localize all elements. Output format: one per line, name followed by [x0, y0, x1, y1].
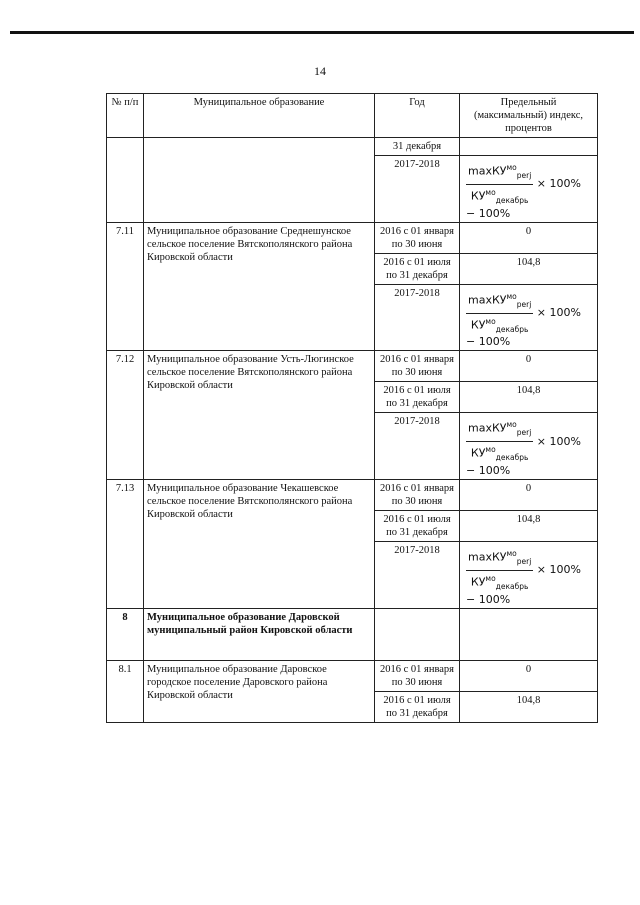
cell-index: [460, 542, 598, 609]
cell-num: 7.11: [107, 222, 144, 351]
formula-numerator: maxКУ$^{мо}_{perj}$: [466, 162, 533, 185]
formula-minus: − 100%: [466, 335, 511, 349]
cell-year: 2016 с 01 января по 30 июня: [375, 222, 460, 253]
section-title: Муниципальное образование Даровской муниципальный район Кировской области: [144, 608, 375, 660]
cell-num: 8.1: [107, 660, 144, 722]
header-row: [107, 94, 598, 138]
cell-mo: Муниципальное образование Усть-Люгинское сельское поселение Вятскополянского района Кировской области: [144, 351, 375, 480]
top-border-line: [10, 31, 634, 34]
table-row: [107, 138, 598, 156]
cell-index: [460, 284, 598, 351]
formula-numerator: maxКУ$^{мо}_{perj}$: [466, 548, 533, 571]
formula-multiplier: × 100%: [536, 177, 581, 191]
header-num: № п/п: [107, 94, 144, 138]
index-formula: [463, 544, 594, 606]
formula-fraction: [466, 419, 533, 464]
cell-year: 2016 с 01 июля по 31 декабря: [375, 691, 460, 722]
cell-year: 2017-2018: [375, 413, 460, 480]
cell-num: [107, 138, 144, 223]
formula-numerator: maxКУ$^{мо}_{perj}$: [466, 291, 533, 314]
cell-year: 31 декабря: [375, 138, 460, 156]
formula-minus: − 100%: [466, 592, 511, 606]
section-row: [107, 608, 598, 660]
section-num: 8: [107, 608, 144, 660]
formula-denominator: $КУ^{мо}_{декабрь}$: [470, 573, 529, 591]
formula-minus: − 100%: [466, 464, 511, 478]
index-formula: [463, 415, 594, 477]
page-number: 14: [314, 64, 326, 78]
cell-year: 2016 с 01 июля по 31 декабря: [375, 382, 460, 413]
formula-denominator: $КУ^{мо}_{декабрь}$: [470, 445, 529, 463]
formula-fraction: [466, 162, 533, 207]
index-table: [106, 93, 598, 723]
cell-year: 2016 с 01 января по 30 июня: [375, 660, 460, 691]
header-index: Предельный (максимальный) индекс, процентов: [460, 94, 598, 138]
formula-fraction: [466, 548, 533, 593]
cell-mo: Муниципальное образование Чекашевское сельское поселение Вятскополянского района Кировской области: [144, 480, 375, 609]
index-formula: [463, 158, 594, 220]
cell-index: 104,8: [460, 253, 598, 284]
formula-numerator: maxКУ$^{мо}_{perj}$: [466, 419, 533, 442]
header-year: Год: [375, 94, 460, 138]
cell-index: [460, 413, 598, 480]
formula-multiplier: × 100%: [536, 306, 581, 320]
header-mo: Муниципальное образование: [144, 94, 375, 138]
cell-mo: [144, 138, 375, 223]
formula-multiplier: × 100%: [536, 563, 581, 577]
cell-num: 7.13: [107, 480, 144, 609]
cell-year: 2016 с 01 июля по 31 декабря: [375, 511, 460, 542]
cell-year: [375, 608, 460, 660]
formula-multiplier: × 100%: [536, 434, 581, 448]
cell-index: 104,8: [460, 382, 598, 413]
cell-year: 2017-2018: [375, 542, 460, 609]
table-row: [107, 660, 598, 691]
formula-denominator: $КУ^{мо}_{декабрь}$: [470, 316, 529, 334]
cell-index: 104,8: [460, 691, 598, 722]
table-row: [107, 351, 598, 382]
cell-mo: Муниципальное образование Среднешунское сельское поселение Вятскополянского района Кировской области: [144, 222, 375, 351]
index-formula: [463, 287, 594, 349]
cell-year: 2016 с 01 июля по 31 декабря: [375, 253, 460, 284]
cell-index: [460, 138, 598, 156]
formula-fraction: [466, 291, 533, 336]
cell-year: 2017-2018: [375, 284, 460, 351]
formula-denominator: $КУ^{мо}_{декабрь}$: [470, 187, 529, 205]
cell-index: [460, 156, 598, 223]
cell-index: [460, 608, 598, 660]
cell-index: 0: [460, 351, 598, 382]
cell-year: 2016 с 01 января по 30 июня: [375, 480, 460, 511]
cell-index: 0: [460, 480, 598, 511]
cell-index: 0: [460, 222, 598, 253]
formula-minus: − 100%: [466, 206, 511, 220]
cell-index: 104,8: [460, 511, 598, 542]
cell-index: 0: [460, 660, 598, 691]
cell-mo: Муниципальное образование Даровское городское поселение Даровского района Кировской области: [144, 660, 375, 722]
cell-year: 2017-2018: [375, 156, 460, 223]
cell-year: 2016 с 01 января по 30 июня: [375, 351, 460, 382]
table-row: [107, 222, 598, 253]
table-row: [107, 480, 598, 511]
cell-num: 7.12: [107, 351, 144, 480]
